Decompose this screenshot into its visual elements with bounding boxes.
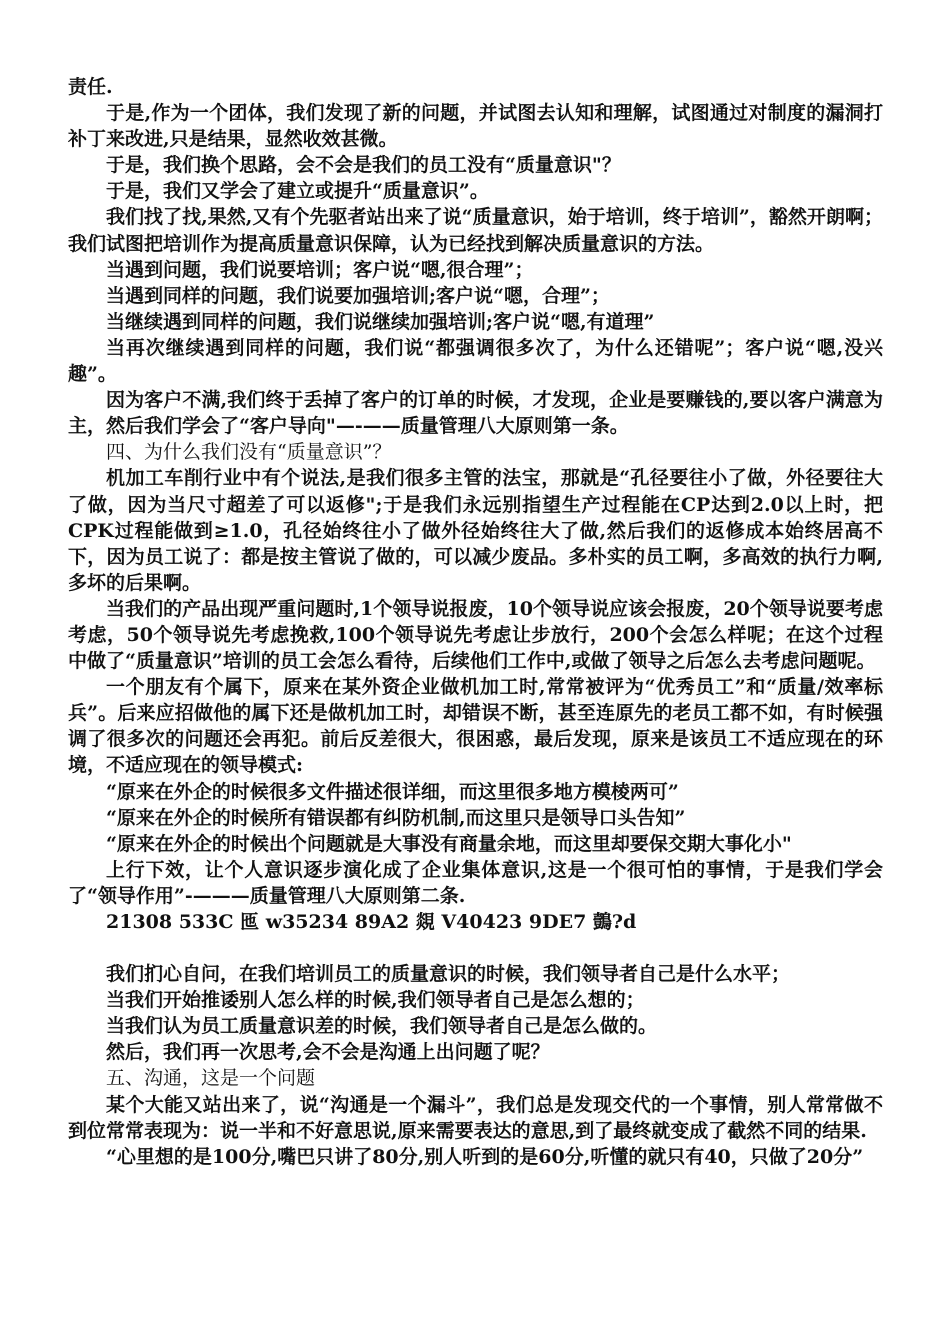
- section-heading: 五、沟通，这是一个问题: [106, 1067, 316, 1090]
- paragraph: 然后，我们再一次思考,会不会是沟通上出问题了呢？: [106, 1041, 550, 1064]
- paragraph: 当继续遇到同样的问题，我们说继续加强培训;客户说“嗯,有道理”: [106, 310, 655, 333]
- paragraph: 当我们认为员工质量意识差的时候，我们领导者自己是怎么做的。: [106, 1015, 658, 1038]
- quote-line: “原来在外企的时候所有错误都有纠防机制,而这里只是领导口头告知”: [106, 806, 686, 829]
- paragraph: 于是，我们换个思路，会不会是我们的员工没有“质量意识"？: [106, 154, 621, 177]
- quote-line: “原来在外企的时候出个问题就是大事没有商量余地，而这里却要保交期大事化小": [106, 832, 792, 855]
- document-page: [68, 74, 883, 1170]
- paragraph: 某个大能又站出来了，说“沟通是一个漏斗”，我们总是发现交代的一个事情，别人常常做不到位常常表现为：说一半和不好意思说,原来需要表达的意思,到了最终就变成了截然不同的结果.: [68, 1093, 883, 1142]
- paragraph: 一个朋友有个属下，原来在某外资企业做机加工时,常常被评为“优秀员工”和“质量/效率标兵”。后来应招做他的属下还是做机加工时，却错误不断，甚至连原先的老员工都不如，有时候强调了很多次的问题还会再犯。前后反差很大，很困惑，最后发现，原来是该员工不适应现在的环境，不适应现在的领导模式:: [68, 676, 883, 777]
- garbled-text-line: 21308 533C 匜 w35234 89A2 覢 V40423 9DE7 鷧?d: [106, 911, 637, 933]
- paragraph: 上行下效，让个人意识逐步演化成了企业集体意识,这是一个很可怕的事情，于是我们学会了“领导作用”-———质量管理八大原则第二条.: [68, 858, 883, 907]
- quote-line: “原来在外企的时候很多文件描述很详细，而这里很多地方模棱两可”: [106, 780, 679, 803]
- paragraph: 我们扪心自问，在我们培训员工的质量意识的时候，我们领导者自己是什么水平；: [106, 963, 791, 986]
- paragraph: 机加工车削行业中有个说法,是我们很多主管的法宝，那就是“孔径要往小了做，外径要往大了做，因为当尺寸超差了可以返修";于是我们永远别指望生产过程能在CP达到2.0以上时，把CPK过程能做到≥1.0，孔径始终往小了做外径始终往大了做,然后我们的返修成本始终居高不下，因为员工说了：都是按主管说了做的，可以减少废品。多朴实的员工啊，多高效的执行力啊,多坏的后果啊。: [68, 467, 883, 594]
- paragraph: 当遇到问题，我们说要培训；客户说“嗯,很合理”；: [106, 258, 534, 281]
- paragraph: 责任.: [68, 76, 113, 98]
- paragraph: 于是，我们又学会了建立或提升“质量意识”。: [106, 180, 489, 203]
- paragraph: 因为客户不满,我们终于丢掉了客户的订单的时候，才发现，企业是要赚钱的,要以客户满意为主，然后我们学会了“客户导向"—-——质量管理八大原则第一条。: [68, 389, 883, 438]
- paragraph: 我们找了找,果然,又有个先驱者站出来了说“质量意识，始于培训，终于培训”，豁然开朗啊；我们试图把培训作为提高质量意识保障，认为已经找到解决质量意识的方法。: [68, 206, 883, 255]
- paragraph: 当我们的产品出现严重问题时,1个领导说报废，10个领导说应该会报废，20个领导说要考虑考虑，50个领导说先考虑挽救,100个领导说先考虑让步放行，200个会怎么样呢；在这个过程中做了“质量意识”培训的员工会怎么看待，后续他们工作中,或做了领导之后怎么去考虑问题呢。: [68, 597, 883, 673]
- paragraph: 当我们开始推诿别人怎么样的时候,我们领导者自己是怎么想的；: [106, 989, 645, 1012]
- quote-line: “心里想的是100分,嘴巴只讲了80分,别人听到的是60分,听懂的就只有40，只做了20分”: [106, 1145, 864, 1168]
- paragraph: 当遇到同样的问题，我们说要加强培训;客户说“嗯，合理”；: [106, 284, 610, 307]
- paragraph: 当再次继续遇到同样的问题，我们说“都强调很多次了，为什么还错呢”；客户说“嗯,没兴趣”。: [68, 336, 883, 386]
- section-heading: 四、为什么我们没有“质量意识”？: [106, 441, 392, 464]
- paragraph: 于是,作为一个团体，我们发现了新的问题，并试图去认知和理解，试图通过对制度的漏洞打补丁来改进,只是结果，显然收效甚微。: [68, 102, 883, 151]
